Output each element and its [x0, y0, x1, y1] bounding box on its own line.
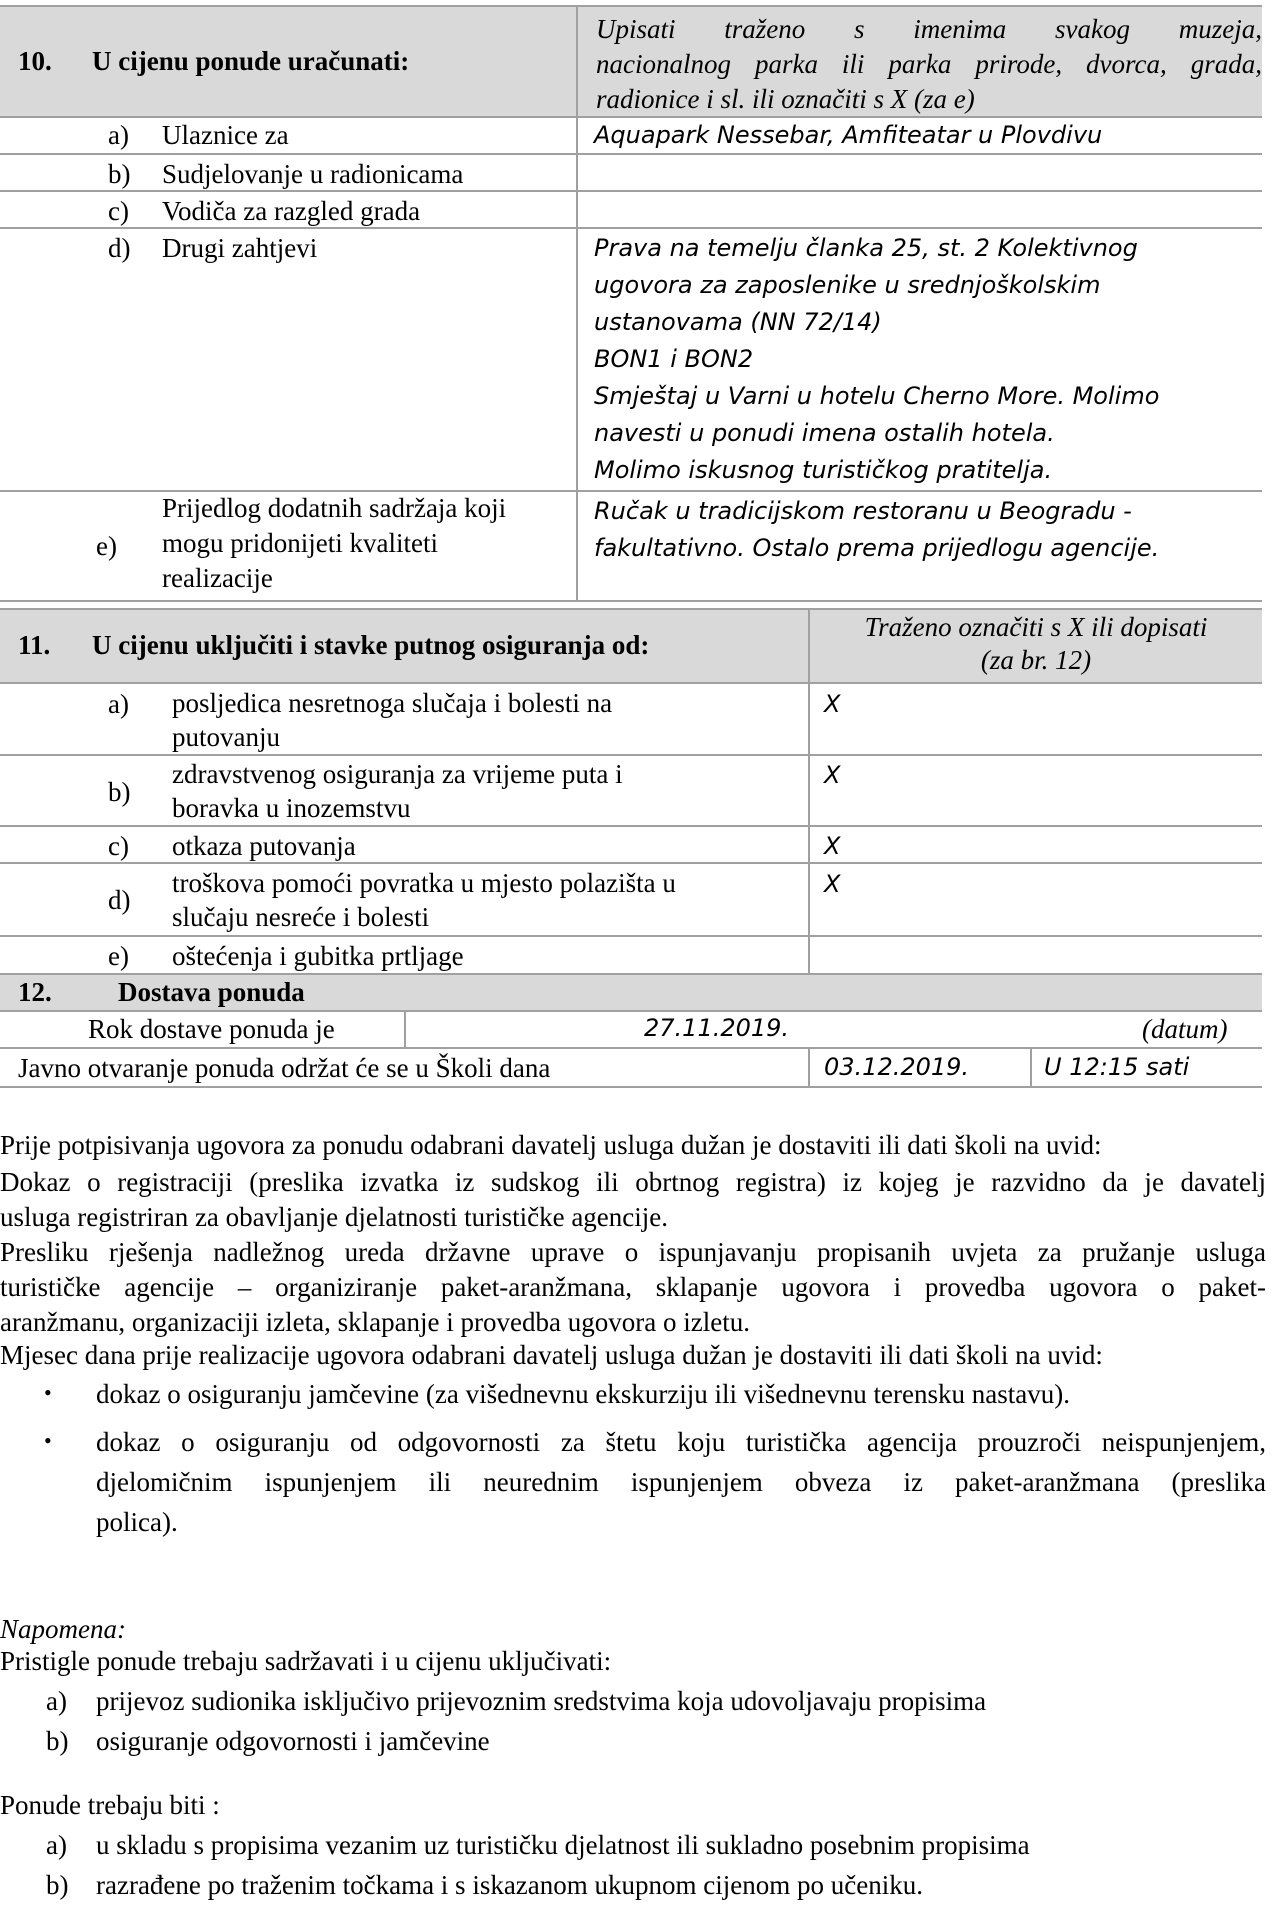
divider: [0, 825, 1262, 827]
divider: [0, 682, 1262, 684]
body-paragraph: aranžmanu, organizaciji izleta, sklapanje i provedba ugovora o izletu.: [0, 1307, 750, 1337]
label-line: realizacije: [162, 563, 273, 593]
label-line: mogu pridonijeti kvaliteti: [162, 528, 438, 558]
section11-row-d-letter: d): [108, 885, 131, 915]
divider: [0, 935, 1262, 937]
section10-row-a-letter: a): [108, 120, 129, 150]
note-item: u skladu s propisima vezanim uz turističku djelatnost ili sukladno posebnim propisima: [96, 1830, 1030, 1860]
section10-row-c-letter: c): [108, 196, 129, 226]
section11-row-c-value: X: [824, 832, 841, 860]
bullet-icon: •: [44, 1428, 52, 1453]
divider: [1030, 1048, 1032, 1086]
body-paragraph: Prije potpisivanja ugovora za ponudu odabrani davatelj usluga dužan je dostaviti ili dati školi na uvid:: [0, 1130, 1102, 1160]
divider: [0, 608, 1262, 610]
note-intro: Pristigle ponude trebaju sadržavati i u cijenu uključivati:: [0, 1646, 612, 1676]
divider: [0, 600, 1262, 602]
section10-row-b-label: Sudjelovanje u radionicama: [162, 159, 464, 189]
section11-row-c-label: otkaza putovanja: [172, 831, 356, 861]
section11-title: U cijenu uključiti i stavke putnog osiguranja od:: [92, 630, 650, 660]
section10-title: U cijenu ponude uračunati:: [92, 46, 410, 76]
section11-instruction: [810, 611, 1262, 677]
section12-number: 12.: [18, 977, 52, 1007]
value-line: Molimo iskusnog turističkog pratitelja.: [594, 456, 1053, 484]
value-line: fakultativno. Ostalo prema prijedlogu agencije.: [594, 534, 1160, 562]
divider: [0, 973, 1262, 975]
deadline-label: Rok dostave ponuda je: [88, 1014, 335, 1044]
label-line: zdravstvenog osiguranja za vrijeme puta i: [172, 759, 623, 789]
divider: [0, 490, 1262, 492]
section10-row-a-value: Aquapark Nessebar, Amfiteatar u Plovdivu: [594, 121, 1103, 149]
body-paragraph: usluga registriran za obavljanje djelatnosti turističke agencije.: [0, 1202, 669, 1232]
section10-row-e-value: [594, 493, 1159, 567]
section11-row-a-letter: a): [108, 689, 129, 719]
divider: [808, 609, 810, 973]
label-line: boravka u inozemstvu: [172, 793, 411, 823]
bullet-icon: •: [44, 1380, 52, 1405]
divider: [0, 1086, 1262, 1088]
note-item-letter: b): [46, 1870, 69, 1900]
section11-row-e-letter: e): [108, 941, 129, 971]
section10-instruction-line: Upisati traženo s imenima svakog muzeja,: [596, 14, 1262, 44]
bullet-item: djelomičnim ispunjenjem ili neurednim ispunjenjem obveza iz paket-aranžmana (preslika: [96, 1467, 1266, 1497]
body-paragraph: Dokaz o registraciji (preslika izvatka iz sudskog ili obrtnog registra) iz kojeg je razvidno da je davatelj: [0, 1167, 1266, 1197]
value-line: Smještaj u Varni u hotelu Cherno More. Molimo: [594, 382, 1160, 410]
value-line: Prava na temelju članka 25, st. 2 Kolektivnog: [594, 234, 1138, 262]
divider: [0, 754, 1262, 756]
section12-title: Dostava ponuda: [118, 977, 305, 1007]
section11-row-b-value: X: [824, 761, 841, 789]
section10-instruction-line: nacionalnog parka ili parka prirode, dvorca, grada,: [596, 49, 1262, 79]
section11-row-b-label: [172, 757, 623, 825]
section11-row-d-label: [172, 866, 676, 934]
section10-row-e-letter: e): [96, 531, 117, 561]
bullet-item: dokaz o osiguranju od odgovornosti za štetu koju turistička agencija prouzroči neispunjenjem,: [96, 1427, 1266, 1457]
section10-row-b-letter: b): [108, 159, 131, 189]
section11-row-c-letter: c): [108, 831, 129, 861]
value-line: ugovora za zaposlenike u srednjoškolskim: [594, 271, 1101, 299]
note-item-letter: a): [46, 1830, 67, 1860]
note-intro-2: Ponude trebaju biti :: [0, 1790, 220, 1820]
body-paragraph: turističke agencije – organiziranje paket-aranžmana, sklapanje ugovora i provedba ugovora o paket-: [0, 1272, 1266, 1302]
section10-instruction: [596, 12, 1262, 117]
section11-instruction-line: Traženo označiti s X ili dopisati: [864, 612, 1208, 642]
note-item: razrađene po traženim točkama i s iskazanom ukupnom cijenom po učeniku.: [96, 1870, 923, 1900]
label-line: Prijedlog dodatnih sadržaja koji: [162, 493, 507, 523]
opening-date: 03.12.2019.: [824, 1053, 970, 1081]
section11-row-e-label: oštećenja i gubitka prtljage: [172, 941, 464, 971]
label-line: troškova pomoći povratka u mjesto polazišta u: [172, 868, 676, 898]
note-item-letter: b): [46, 1726, 69, 1756]
bullet-item: polica).: [96, 1507, 178, 1537]
deadline-date: 27.11.2019.: [644, 1014, 790, 1042]
value-line: BON1 i BON2: [594, 345, 754, 373]
opening-time: U 12:15 sati: [1044, 1053, 1190, 1081]
body-paragraph: Mjesec dana prije realizacije ugovora odabrani davatelj usluga dužan je dostaviti ili dati školi na uvid:: [0, 1340, 1103, 1370]
label-line: putovanju: [172, 722, 280, 752]
section11-row-a-label: [172, 686, 612, 754]
divider: [0, 227, 1262, 229]
value-line: ustanovama (NN 72/14): [594, 308, 882, 336]
section11-row-a-value: X: [824, 690, 841, 718]
divider: [0, 190, 1262, 192]
section10-number: 10.: [18, 46, 52, 76]
section10-row-c-label: Vodiča za razgled grada: [162, 196, 421, 226]
value-line: Ručak u tradicijskom restoranu u Beogradu -: [594, 497, 1132, 525]
section11-number: 11.: [18, 630, 51, 660]
note-heading: Napomena:: [0, 1614, 126, 1644]
divider: [0, 862, 1262, 864]
divider: [808, 1048, 810, 1086]
label-line: slučaju nesreće i bolesti: [172, 902, 430, 932]
opening-label: Javno otvaranje ponuda održat će se u Školi dana: [18, 1053, 551, 1083]
note-item-letter: a): [46, 1686, 67, 1716]
section10-row-a-label: Ulaznice za: [162, 120, 289, 150]
divider: [0, 5, 1262, 7]
note-item: prijevoz sudionika isključivo prijevoznim sredstvima koja udovoljavaju propisima: [96, 1686, 987, 1716]
divider: [576, 6, 578, 600]
bullet-item: dokaz o osiguranju jamčevine (za višednevnu ekskurziju ili višednevnu terensku nastavu).: [96, 1379, 1070, 1409]
divider: [0, 153, 1262, 155]
note-item: osiguranje odgovornosti i jamčevine: [96, 1726, 490, 1756]
section10-instruction-line: radionice i sl. ili označiti s X (za e): [596, 84, 975, 114]
divider: [404, 1011, 406, 1047]
section10-row-d-label: Drugi zahtjevi: [162, 233, 318, 263]
section10-row-d-letter: d): [108, 233, 131, 263]
divider: [0, 116, 1262, 118]
body-paragraph: Presliku rješenja nadležnog ureda državne uprave o ispunjavanju propisanih uvjeta za pružanje usluga: [0, 1237, 1266, 1267]
deadline-unit: (datum): [1142, 1014, 1228, 1044]
section11-row-d-value: X: [824, 870, 841, 898]
value-line: navesti u ponudi imena ostalih hotela.: [594, 419, 1055, 447]
section10-row-d-value: [594, 230, 1159, 489]
section11-row-b-letter: b): [108, 777, 131, 807]
section10-row-e-label: [162, 491, 506, 596]
label-line: posljedica nesretnoga slučaja i bolesti na: [172, 688, 613, 718]
section11-instruction-line: (za br. 12): [980, 645, 1092, 675]
